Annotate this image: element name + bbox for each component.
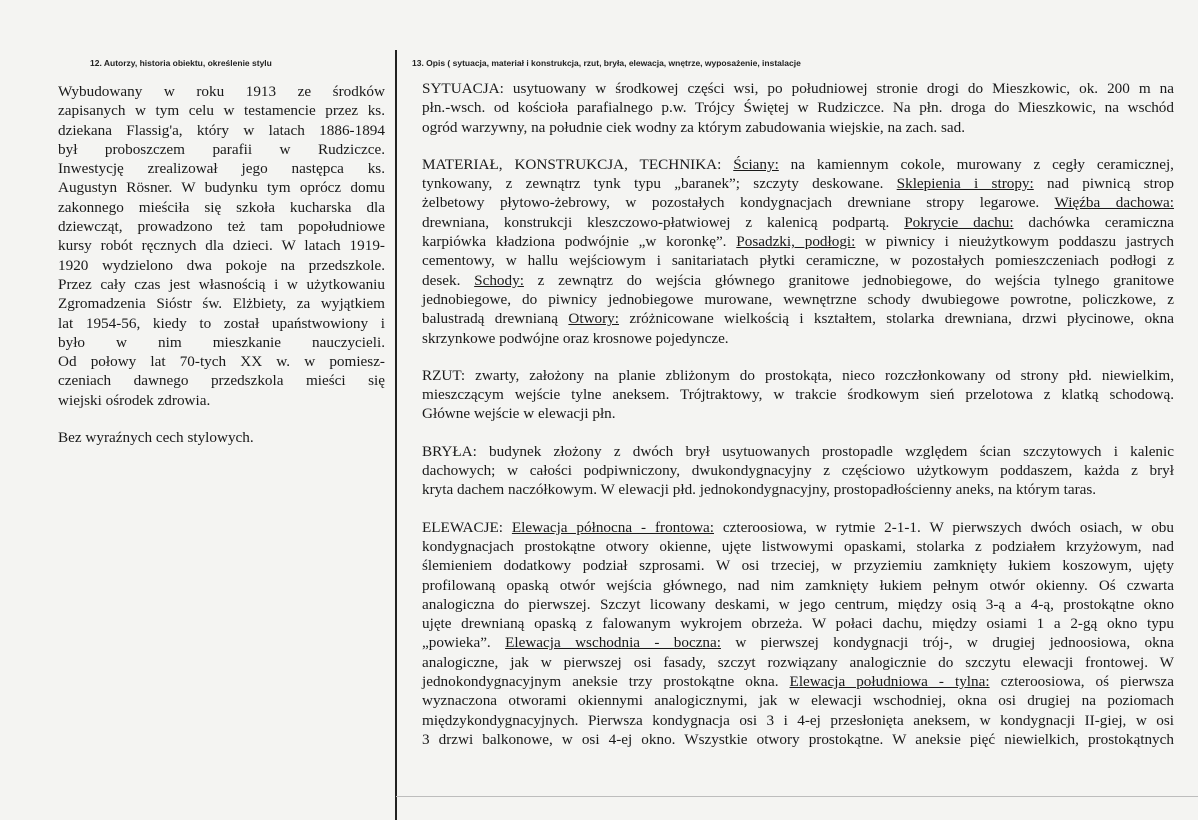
bottom-rule — [396, 796, 1198, 797]
text-line: kursy robót ręcznych dla dzieci. W latach 1919- — [58, 237, 385, 255]
massing-paragraph — [422, 442, 1174, 500]
history-text — [58, 82, 385, 447]
text-line: mieszczącym wejście tylne aneksem. Trójtraktowy, w trakcie środkowym sień przelotowa z klatką schodową. — [422, 386, 1174, 404]
text-line: Zgromadzenia Sióstr św. Elżbiety, za wyjątkiem — [58, 295, 385, 313]
text-line: Augustyn Rösner. W budynku tym oprócz domu — [58, 179, 385, 197]
history-paragraph — [58, 82, 385, 410]
text-line: 1920 wydzielono dwa pokoje na przedszkole. — [58, 256, 385, 274]
material-paragraph: MATERIAŁ, KONSTRUKCJA, TECHNIKA: Ściany: na kamiennym cokole, murowany z cegły ceramicznej, tynkowany, z zewnątrz tynk typu „baranek”; szczyty deskowane. Sklepienia i stropy: nad piwnicą strop żelbetowy płytowo-żebrowy, w pozostałych kondygnacjach drewniane stropy legarowe. Więźba dachowa: drewniana, konstrukcji kleszczowo-płatwiowej z kalenicą podpartą. Pokrycie dachu: dachówka ceramiczna karpiówka kładziona podwójnie „w koronkę”. Posadzki, podłogi: w piwnicy i nieużytkowym poddaszu jastrych cementowy, w hallu wejściowym i sanitariatach płytki ceramiczne, w pozostałych pomieszczeniach podłogi z desek. Schody: z zewnątrz do wejścia głównego granitowe jednobiegowe, do wejścia tylnego granitowe jednobiegowe, do piwnicy jednobiegowe murowane, wewnętrzne schody dwubiegowe powrotne, policzkowe, z balustradą drewnianą Otwory: zróżnicowane wielkością i kształtem, stolarka drewniana, drzwi płycinowe, okna skrzynkowe podwójne oraz krosnowe pojedyncze. — [422, 155, 1174, 347]
text-line: SYTUACJA: usytuowany w środkowej części wsi, po południowej stronie drogi do Mieszkowic, ok. 200 m na — [422, 80, 1174, 97]
style-note: Bez wyraźnych cech stylowych. — [58, 429, 254, 447]
situation-paragraph — [422, 79, 1174, 137]
text-line: RZUT: zwarty, założony na planie zbliżonym do prostokąta, nieco rozczłonkowany od strony płd. niewielkim, — [422, 366, 1174, 384]
text-line: zapisanych w tym celu w testamencie przez ks. — [58, 102, 385, 120]
text-line: było w nim mieszkanie nauczycieli. — [58, 333, 385, 351]
description-text — [422, 79, 1174, 767]
text-line: Wybudowany w roku 1913 ze środków — [58, 83, 385, 100]
text-line: był proboszczem parafii w Rudziczce. — [58, 140, 385, 158]
column-divider — [395, 50, 397, 820]
elevations-paragraph: ELEWACJE: Elewacja północna - frontowa: czteroosiowa, w rytmie 2-1-1. W pierwszych dwóch osiach, w obu kondygnacjach prostokątne otwory okienne, ujęte listwowymi opaskami, stolarka z podziałem krzyżowym, nad ślemieniem dodatkowy podział szprosami. W osi trzeciej, w przyziemiu zamknięty łukiem koszowym, ujęty profilowaną opaską otwór wejścia głównego, nad nim zamknięty łukiem pełnym otwór okienny. Oś czwarta analogiczna do pierwszej. Szczyt licowany deskami, w jego centrum, między osią 3-ą a 4-ą, prostokątne okno ujęte drewnianą opaską z falowanym wykrojem obrzeża. W połaci dachu, między osiami 1 a 2-gą okno typu „powieka”. Elewacja wschodnia - boczna: w pierwszej kondygnacji trój-, w drugiej jednoosiowa, okna analogiczne, jak w pierwszej osi fasady, szczyt rozwiązany analogicznie do szczytu elewacji frontowej. W jednokondygnacyjnym aneksie trzy prostokątne okna. Elewacja południowa - tylna: czteroosiowa, oś pierwsza wyznaczona otworami okiennymi analogicznymi, jak w elewacji wschodniej, okna osi drugiej na poziomach międzykondygnacyjnych. Pierwsza kondygnacja osi 3 i 4-ej przesłonięta aneksem, w kondygnacji II-giej, w osi 3 drzwi balkonowe, w osi 4-ej okno. Wszystkie otwory prostokątne. W aneksie pięć niewielkich, prostokątnych — [422, 518, 1174, 748]
text-line: Przez cały czas jest własnością i w użytkowaniu — [58, 275, 385, 293]
text-line: dziekana Flassig'a, który w latach 1886-1894 — [58, 121, 385, 139]
text-line: płn.-wsch. od kościoła parafialnego p.w. Trójcy Świętej w Rudziczce. Na płn. droga do Mieszkowic, na wschód — [422, 99, 1174, 117]
text-line: czeniach dawnego przedszkola mieści się — [58, 372, 385, 390]
right-section-heading: 13. Opis ( sytuacja, materiał i konstrukcja, rzut, bryła, elewacja, wnętrze, wyposażenie, instalacje — [412, 58, 801, 68]
text-line: lat 1954-56, kiedy to został upaństwowiony i — [58, 314, 385, 332]
text-line: dachowych; w całości podpiwniczony, dwukondygnacyjny z częściowo użytkowym poddaszem, każda z brył — [422, 462, 1174, 480]
text-line: Inwestycję zrealizował jego następca ks. — [58, 160, 385, 178]
text-line: Od połowy lat 70-tych XX w. w pomiesz- — [58, 353, 385, 371]
text-line: zakonnego mieściła się szkoła kucharska dla — [58, 198, 385, 216]
text-line: BRYŁA: budynek złożony z dwóch brył usytuowanych prostopadle względem ścian szczytowych i kalenic — [422, 442, 1174, 460]
left-section-heading: 12. Autorzy, historia obiektu, określenie stylu — [90, 58, 272, 68]
plan-paragraph — [422, 366, 1174, 424]
text-line: Główne wejście w elewacji płn. — [422, 405, 616, 423]
text-line: kryta dachem naczółkowym. W elewacji płd. jednokondygnacyjny, prostopadłościenny aneks, na którym taras. — [422, 481, 1097, 499]
text-line: wiejski ośrodek zdrowia. — [58, 391, 211, 409]
text-line: ogród warzywny, na południe ciek wodny za którym zabudowania wiejskie, na zach. sad. — [422, 118, 966, 136]
text-line: dziewcząt, prowadzono też tam popołudniowe — [58, 218, 385, 236]
